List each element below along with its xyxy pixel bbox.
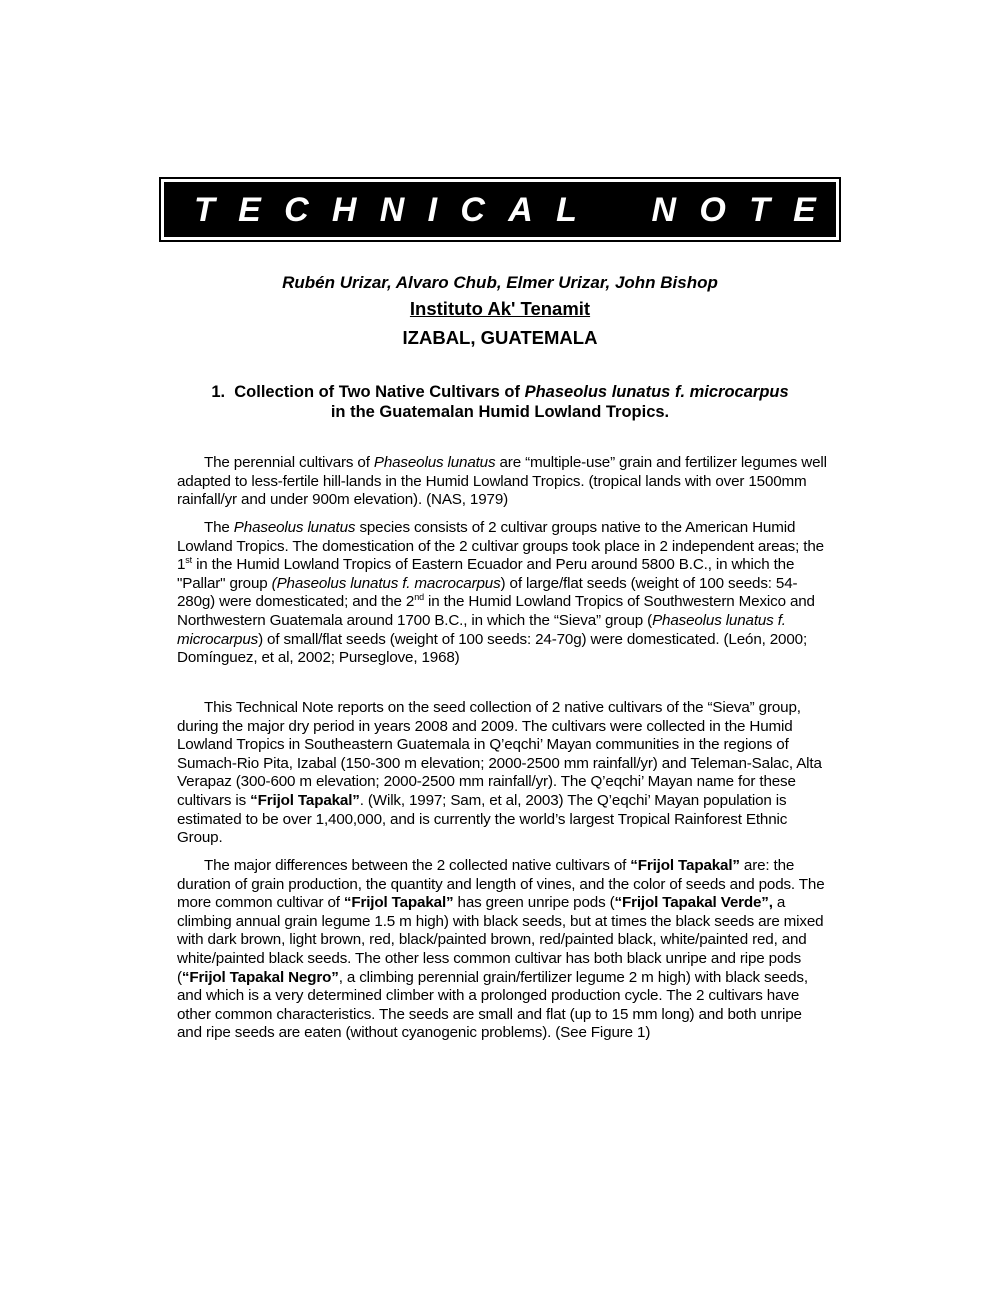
banner-letter: A (508, 191, 533, 229)
text-run: The (204, 519, 234, 536)
banner-letter: C (460, 191, 485, 229)
technical-note-banner (159, 177, 841, 242)
banner-letter: E (238, 191, 261, 229)
banner-letter: T (749, 191, 770, 229)
paragraph-1 (177, 454, 827, 510)
paragraph-4 (177, 857, 827, 1043)
text-run: The major differences between the 2 collected native cultivars of (204, 857, 631, 874)
section-title-part2: in the Guatemalan Humid Lowland Tropics. (330, 403, 670, 421)
paragraph-3 (177, 699, 827, 848)
location-line: IZABAL, GUATEMALA (402, 327, 598, 348)
section-title-part1: Collection of Two Native Cultivars of (234, 383, 525, 401)
text-run: has green unripe pods ( (453, 894, 615, 912)
banner-letter: N (651, 191, 677, 229)
text-run: species consists of 2 cultivar groups native to the American Humid Lowland Tropics. The domestication of the 2 cultivar groups took place in 2 independent areas; the 1 (177, 519, 824, 574)
text-run: a climbing annual grain legume 1.5 m high) with black seeds, but at times the black seeds are mixed with dark brown, light brown, red, black/painted brown, red/painted black, white/painted red, and white/painted black seeds. The other less common cultivar has both black unripe and ripe pods ( (177, 894, 824, 986)
banner-title (194, 190, 816, 230)
species-name: Phaseolus lunatus (373, 454, 496, 471)
section-title-species: Phaseolus lunatus f. microcarpus (524, 383, 789, 401)
banner-letter: C (284, 191, 309, 229)
ordinal-suffix: st (185, 555, 192, 566)
cultivar-name: “Frijol Tapakal Negro” (181, 968, 339, 986)
text-run: , a climbing perennial grain/fertilizer legume 2 m high) with black seeds, and which is a very determined climber with a prolonged production cycle. The 2 cultivars have other common characteristics. The seeds are small and flat (up to 15 mm long) and both unripe and ripe seeds are eaten (without cyanogenic problems). (See Figure 1) (177, 968, 808, 1042)
text-run: in the Humid Lowland Tropics of Southwestern Mexico and Northwestern Guatemala around 1700 B.C., in which the “Sieva” group ( (177, 593, 815, 629)
text-run: . (Wilk, 1997; Sam, et al, 2003) The Q’eqchi’ Mayan population is estimated to be over 1,400,000, and is currently the world’s largest Tropical Rainforest Ethnic Group. (177, 791, 788, 847)
ordinal-suffix: nd (414, 592, 424, 603)
banner-letter: T (194, 191, 215, 229)
banner-letter: N (379, 191, 405, 229)
banner-word-gap (600, 190, 628, 230)
authors-line: Rubén Urizar, Alvaro Chub, Elmer Urizar, John Bishop (282, 273, 718, 292)
text-run: ) of small/flat seeds (weight of 100 seeds: 24-70g) were domesticated. (León, 2000; Domínguez, et al, 2002; Purseglove, 1968) (177, 630, 808, 667)
text-run: are “multiple-use” grain and fertilizer legumes well adapted to less-fertile hill-lands in the Humid Lowland Tropics. (tropical lands with over 1500mm rainfall/yr and under 900m elevation). (NAS, 1979) (177, 454, 827, 509)
species-name: (Phaseolus lunatus f. macrocarpus (271, 574, 501, 592)
paragraph-2 (177, 519, 827, 668)
banner-letter: I (427, 191, 438, 229)
cultivar-name: “Frijol Tapakal Verde”, (614, 894, 773, 912)
banner-letter: H (331, 191, 357, 229)
banner-fill (164, 182, 836, 237)
institute-name: Instituto Ak' Tenamit (409, 298, 591, 319)
banner-letter: L (556, 191, 577, 229)
cultivar-name: “Frijol Tapakal” (343, 894, 454, 912)
text-run: are: the duration of grain production, the quantity and length of vines, and the color of seeds and pods. The more common cultivar of (177, 857, 825, 912)
cultivar-name: “Frijol Tapakal” (630, 857, 740, 874)
banner-letter: O (699, 191, 726, 229)
species-name: Phaseolus lunatus f. microcarpus (177, 611, 786, 648)
text-run: This Technical Note reports on the seed collection of 2 native cultivars of the “Sieva” group, during the major dry period in years 2008 and 2009. The cultivars were collected in the Humid Lowland Tropics in Southeastern Guatemala in Q’eqchi’ Mayan communities in the regions of Sumach-Rio Pita, Izabal (150-300 m elevation; 2000-2500 mm rainfall/yr) and Teleman-Salac, Alta Verapaz (300-600 m elevation; 2000-2500 mm rainfall/yr). The Q’eqchi’ Mayan name for these cultivars is (177, 699, 822, 809)
text-run: The perennial cultivars of (204, 454, 374, 471)
banner-letter: E (793, 191, 816, 229)
species-name: Phaseolus lunatus (233, 519, 356, 536)
section-number: 1. (211, 383, 226, 401)
cultivar-name: “Frijol Tapakal” (250, 791, 360, 809)
text-run: ) of large/flat seeds (weight of 100 seeds: 54-280g) were domesticated; and the 2 (177, 574, 798, 611)
section-heading (160, 382, 840, 422)
text-run: in the Humid Lowland Tropics of Eastern Ecuador and Peru around 5800 B.C., in which the "Pallar" group (177, 556, 795, 592)
